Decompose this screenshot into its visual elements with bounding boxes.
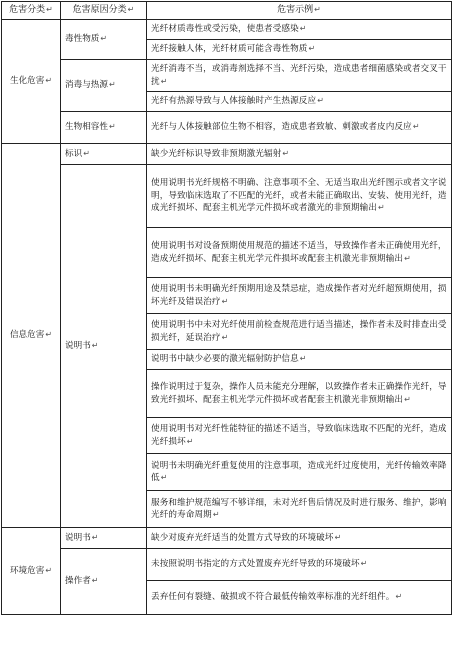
paragraph-mark: ↵ — [395, 592, 403, 602]
example-text: 使用说明书光纤规格不明确、注意事项不全、无适当取出光纤图示或者文字说明，导致临床选取了不匹配的光纤，或者未能正确取出、安装、使用光纤，造成光纤损坏、配套主机光学元件损坏或者激光的非预期输出 — [151, 178, 447, 214]
example-text: 缺少光纤标识导致非预期激光辐射 — [151, 148, 282, 159]
paragraph-mark: ↵ — [45, 565, 53, 575]
example-text: 说明书中缺少必要的激光辐射防护信息 — [151, 354, 299, 365]
cause-label: 说明书 — [65, 340, 91, 351]
example-cell — [147, 60, 452, 92]
example-cell — [147, 491, 452, 528]
paragraph-mark: ↵ — [317, 96, 324, 106]
example-cell — [147, 581, 452, 615]
header-category: 危害分类↵ — [2, 2, 61, 20]
cause-label: 说明书 — [65, 532, 91, 543]
cause-cell — [61, 112, 147, 144]
example-text: 使用说明书中未对光纤使用前检查规范进行适当描述，操作者未及时排查出受损光纤，延误治疗 — [151, 320, 447, 343]
cause-label: 操作者 — [65, 576, 91, 587]
example-cell — [147, 92, 452, 112]
category-cell — [2, 144, 61, 528]
table-row — [2, 165, 452, 228]
paragraph-mark: ↵ — [83, 148, 90, 158]
example-cell — [147, 528, 452, 549]
hazard-table — [1, 1, 452, 615]
example-text: 光纤接触人体，光纤材质可能含毒性物质 — [151, 44, 308, 55]
example-text: 服务和维护规范编写不够详细，未对光纤售后情况及时进行服务、维护，影响光纤的寿命周期 — [151, 497, 447, 520]
example-cell — [147, 40, 452, 60]
example-text: 缺少对废弃光纤适当的处置方式导致的环境破坏 — [151, 532, 334, 543]
paragraph-mark: ↵ — [378, 203, 385, 213]
table-row — [2, 20, 452, 40]
paragraph-mark: ↵ — [91, 576, 99, 586]
cause-label: 生物相容性 — [65, 122, 108, 133]
cause-label: 标识 — [65, 148, 83, 159]
category-cell — [2, 528, 61, 615]
example-text: 光纤与人体接触部位生物不相容，造成患者致敏、刺激或者皮内反应 — [151, 122, 412, 133]
example-text: 未按照说明书指定的方式处置废弃光纤导致的环境破坏 — [151, 559, 360, 570]
cause-label: 毒性物质 — [65, 34, 100, 45]
example-text: 使用说明书对设备预期使用规范的描述不适当，导致操作者未正确使用光纤，造成光纤损坏、配套主机光学元件损坏或配套主机激光非预期输出 — [151, 241, 447, 264]
header-example: 危害示例↵ — [147, 2, 452, 20]
example-text: 使用说明书未明确光纤预期用途及禁忌症，造成操作者对光纤超预期使用，损坏光纤及错误治疗 — [151, 284, 447, 307]
header-row — [2, 2, 452, 20]
example-cell — [147, 418, 452, 454]
example-text: 丢弃任何有裂缝、破损或不符合最低传输效率标准的光纤组件。 — [151, 592, 395, 603]
example-cell — [147, 454, 452, 491]
paragraph-mark: ↵ — [160, 473, 168, 482]
paragraph-mark: ↵ — [404, 253, 411, 263]
table-row — [2, 112, 452, 144]
example-text: 使用说明书对光纤性能特征的描述不适当，导致临床选取不匹配的光纤，造成光纤损坏 — [151, 424, 447, 447]
paragraph-mark: ↵ — [412, 122, 420, 132]
header-cause: 危害原因分类↵ — [61, 2, 147, 20]
paragraph-mark: ↵ — [45, 330, 53, 340]
cause-cell — [61, 20, 147, 60]
cause-label: 消毒与热源 — [65, 80, 108, 91]
paragraph-mark: ↵ — [360, 559, 368, 569]
table-row — [2, 528, 452, 549]
paragraph-mark: ↵ — [308, 44, 316, 54]
paragraph-mark: ↵ — [212, 510, 220, 519]
example-text: 操作说明过于复杂，操作人员未能充分理解，以致操作者未正确操作光纤，导致光纤损坏、配套主机光学元件损坏或者配套主机激光非预期输出 — [151, 382, 447, 405]
paragraph-mark: ↵ — [221, 296, 229, 306]
example-cell — [147, 112, 452, 144]
cause-cell — [61, 549, 147, 615]
category-cell — [2, 20, 61, 144]
paragraph-mark: ↵ — [282, 148, 290, 158]
paragraph-mark: ↵ — [221, 332, 229, 342]
example-text: 光纤消毒不当，或消毒剂选择不当、光纤污染，造成患者细菌感染或者交叉干扰 — [151, 64, 447, 87]
example-text: 光纤有热源导致与人体接触时产生热源反应 — [151, 96, 317, 107]
example-text: 说明书未明确光纤重复使用的注意事项，造成光纤过度使用，光纤传输效率降低 — [151, 460, 447, 483]
paragraph-mark: ↵ — [108, 80, 116, 90]
paragraph-mark: ↵ — [108, 122, 116, 132]
table-row — [2, 549, 452, 581]
hazard-document — [1, 1, 451, 615]
paragraph-mark: ↵ — [91, 532, 99, 542]
paragraph-mark: ↵ — [45, 76, 53, 86]
example-cell — [147, 314, 452, 350]
paragraph-mark: ↵ — [100, 34, 108, 44]
cause-cell — [61, 144, 147, 165]
paragraph-mark: ↵ — [91, 340, 99, 350]
paragraph-mark: ↵ — [334, 532, 342, 542]
example-cell — [147, 228, 452, 278]
paragraph-mark: ↵ — [299, 24, 307, 34]
category-label: 生化危害 — [9, 76, 45, 87]
category-label: 环境危害 — [9, 565, 45, 576]
paragraph-mark: ↵ — [160, 76, 168, 86]
cause-cell — [61, 165, 147, 528]
cause-cell — [61, 528, 147, 549]
example-cell — [147, 20, 452, 40]
table-row — [2, 144, 452, 165]
example-text: 光纤材质毒性或受污染，使患者受感染 — [151, 24, 299, 35]
table-row — [2, 60, 452, 92]
paragraph-mark: ↵ — [186, 436, 194, 446]
paragraph-mark: ↵ — [404, 394, 411, 404]
cause-cell — [61, 60, 147, 112]
example-cell — [147, 278, 452, 314]
paragraph-mark: ↵ — [299, 354, 307, 364]
example-cell — [147, 350, 452, 370]
example-cell — [147, 165, 452, 228]
example-cell — [147, 144, 452, 165]
example-cell — [147, 370, 452, 418]
category-label: 信息危害 — [9, 330, 45, 341]
example-cell — [147, 549, 452, 581]
